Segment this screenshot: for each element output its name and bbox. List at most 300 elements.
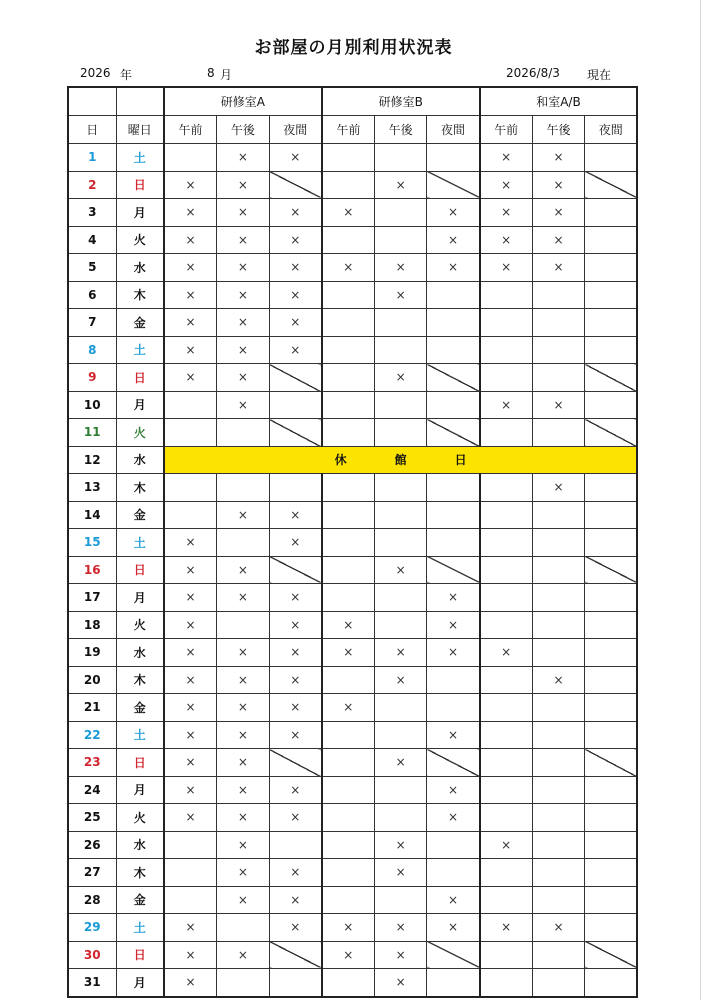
open-slot: [480, 556, 533, 584]
day-number: 6: [68, 281, 116, 309]
slot-header: 夜間: [585, 116, 638, 144]
booked-slot: ×: [269, 501, 322, 529]
booked-slot: ×: [164, 171, 217, 199]
blank-header: [68, 87, 116, 116]
open-slot: [269, 969, 322, 997]
booked-slot: ×: [217, 584, 270, 612]
booked-slot: ×: [427, 886, 480, 914]
open-slot: [585, 611, 638, 639]
open-slot: [374, 391, 427, 419]
open-slot: [427, 859, 480, 887]
open-slot: [322, 556, 375, 584]
table-row: [68, 749, 637, 777]
booked-slot: ×: [164, 199, 217, 227]
table-row: [68, 281, 637, 309]
booked-slot: ×: [269, 914, 322, 942]
open-slot: [322, 226, 375, 254]
booked-slot: ×: [374, 749, 427, 777]
booked-slot: ×: [217, 336, 270, 364]
open-slot: [532, 804, 585, 832]
open-slot: [585, 336, 638, 364]
open-slot: [374, 336, 427, 364]
open-slot: [532, 501, 585, 529]
booked-slot: ×: [217, 666, 270, 694]
slot-header: 午前: [480, 116, 533, 144]
open-slot: [427, 831, 480, 859]
open-slot: [480, 694, 533, 722]
unavailable-slot: [427, 749, 480, 777]
booked-slot: ×: [480, 639, 533, 667]
booked-slot: ×: [427, 721, 480, 749]
open-slot: [269, 391, 322, 419]
booked-slot: ×: [217, 364, 270, 392]
booked-slot: ×: [269, 804, 322, 832]
booked-slot: ×: [217, 776, 270, 804]
open-slot: [217, 914, 270, 942]
table-row: [68, 199, 637, 227]
booked-slot: ×: [427, 776, 480, 804]
booked-slot: ×: [374, 831, 427, 859]
open-slot: [480, 776, 533, 804]
booked-slot: ×: [269, 886, 322, 914]
open-slot: [480, 859, 533, 887]
day-number: 17: [68, 584, 116, 612]
booked-slot: ×: [164, 804, 217, 832]
table-row: [68, 171, 637, 199]
day-number: 5: [68, 254, 116, 282]
booked-slot: ×: [217, 171, 270, 199]
booked-slot: ×: [164, 226, 217, 254]
open-slot: [374, 474, 427, 502]
open-slot: [532, 529, 585, 557]
page-edge: [700, 0, 701, 1000]
table-row: [68, 336, 637, 364]
open-slot: [374, 419, 427, 447]
booked-slot: ×: [269, 226, 322, 254]
day-number: 4: [68, 226, 116, 254]
open-slot: [480, 529, 533, 557]
open-slot: [532, 694, 585, 722]
open-slot: [427, 501, 480, 529]
open-slot: [427, 666, 480, 694]
booked-slot: ×: [269, 611, 322, 639]
open-slot: [217, 474, 270, 502]
weekday: 水: [116, 254, 164, 282]
open-slot: [480, 281, 533, 309]
booked-slot: ×: [532, 254, 585, 282]
open-slot: [532, 831, 585, 859]
open-slot: [164, 501, 217, 529]
booked-slot: ×: [532, 914, 585, 942]
open-slot: [532, 886, 585, 914]
weekday: 金: [116, 501, 164, 529]
day-number: 15: [68, 529, 116, 557]
table-row: [68, 776, 637, 804]
open-slot: [322, 336, 375, 364]
booked-slot: ×: [269, 254, 322, 282]
unavailable-slot: [269, 171, 322, 199]
booked-slot: ×: [374, 254, 427, 282]
slot-header: 午後: [532, 116, 585, 144]
booked-slot: ×: [269, 281, 322, 309]
booked-slot: ×: [532, 144, 585, 172]
weekday: 月: [116, 199, 164, 227]
weekday: 土: [116, 336, 164, 364]
booked-slot: ×: [374, 859, 427, 887]
weekday: 日: [116, 171, 164, 199]
booked-slot: ×: [269, 529, 322, 557]
day-number: 9: [68, 364, 116, 392]
booked-slot: ×: [217, 831, 270, 859]
open-slot: [322, 666, 375, 694]
booked-slot: ×: [164, 969, 217, 997]
open-slot: [532, 721, 585, 749]
open-slot: [480, 364, 533, 392]
table-row: [68, 721, 637, 749]
day-number: 7: [68, 309, 116, 337]
day-number: 24: [68, 776, 116, 804]
as-of-label: 現在: [587, 68, 612, 82]
booked-slot: ×: [427, 226, 480, 254]
day-number: 30: [68, 941, 116, 969]
booked-slot: ×: [217, 309, 270, 337]
booked-slot: ×: [532, 199, 585, 227]
booked-slot: ×: [427, 254, 480, 282]
open-slot: [532, 584, 585, 612]
booked-slot: ×: [269, 694, 322, 722]
unavailable-slot: [585, 556, 638, 584]
open-slot: [532, 859, 585, 887]
open-slot: [532, 776, 585, 804]
booked-slot: ×: [374, 171, 427, 199]
day-col-header: 日: [68, 116, 116, 144]
booked-slot: ×: [374, 941, 427, 969]
table-row: [68, 226, 637, 254]
weekday: 火: [116, 419, 164, 447]
open-slot: [374, 501, 427, 529]
booked-slot: ×: [269, 859, 322, 887]
year-unit: 年: [120, 68, 133, 82]
open-slot: [532, 336, 585, 364]
booked-slot: ×: [164, 556, 217, 584]
open-slot: [532, 639, 585, 667]
table-row: [68, 914, 637, 942]
day-number: 2: [68, 171, 116, 199]
booked-slot: ×: [427, 611, 480, 639]
open-slot: [374, 309, 427, 337]
booked-slot: ×: [217, 721, 270, 749]
weekday: 火: [116, 804, 164, 832]
open-slot: [585, 969, 638, 997]
day-number: 18: [68, 611, 116, 639]
table-row: [68, 969, 637, 997]
weekday: 金: [116, 309, 164, 337]
booked-slot: ×: [322, 254, 375, 282]
booked-slot: ×: [164, 584, 217, 612]
open-slot: [374, 611, 427, 639]
open-slot: [532, 309, 585, 337]
open-slot: [532, 419, 585, 447]
day-number: 8: [68, 336, 116, 364]
open-slot: [480, 336, 533, 364]
day-number: 31: [68, 969, 116, 997]
booked-slot: ×: [217, 144, 270, 172]
booked-slot: ×: [164, 914, 217, 942]
room-header: 研修室A: [164, 87, 322, 116]
booked-slot: ×: [269, 144, 322, 172]
unavailable-slot: [269, 941, 322, 969]
unavailable-slot: [269, 364, 322, 392]
open-slot: [217, 969, 270, 997]
day-number: 16: [68, 556, 116, 584]
table-row: [68, 804, 637, 832]
booked-slot: ×: [269, 309, 322, 337]
booked-slot: ×: [427, 639, 480, 667]
weekday: 火: [116, 611, 164, 639]
booked-slot: ×: [217, 199, 270, 227]
booked-slot: ×: [427, 914, 480, 942]
table-row: [68, 556, 637, 584]
booked-slot: ×: [480, 254, 533, 282]
booked-slot: ×: [374, 914, 427, 942]
open-slot: [322, 886, 375, 914]
table-row: [68, 886, 637, 914]
open-slot: [480, 584, 533, 612]
table-row: [68, 584, 637, 612]
weekday: 日: [116, 941, 164, 969]
booked-slot: ×: [164, 281, 217, 309]
unavailable-slot: [427, 419, 480, 447]
open-slot: [532, 941, 585, 969]
open-slot: [164, 831, 217, 859]
table-row: [68, 639, 637, 667]
booked-slot: ×: [217, 886, 270, 914]
open-slot: [585, 639, 638, 667]
booked-slot: ×: [164, 694, 217, 722]
booked-slot: ×: [374, 666, 427, 694]
booked-slot: ×: [164, 336, 217, 364]
booked-slot: ×: [480, 831, 533, 859]
weekday: 土: [116, 914, 164, 942]
weekday: 日: [116, 364, 164, 392]
page-title: お部屋の月別利用状況表: [254, 38, 453, 58]
booked-slot: ×: [480, 199, 533, 227]
open-slot: [374, 584, 427, 612]
open-slot: [374, 199, 427, 227]
open-slot: [585, 859, 638, 887]
booked-slot: ×: [427, 199, 480, 227]
booked-slot: ×: [269, 336, 322, 364]
open-slot: [322, 804, 375, 832]
open-slot: [585, 886, 638, 914]
room-header: 和室A/B: [480, 87, 638, 116]
unavailable-slot: [269, 419, 322, 447]
open-slot: [322, 144, 375, 172]
open-slot: [164, 391, 217, 419]
open-slot: [374, 529, 427, 557]
open-slot: [480, 749, 533, 777]
weekday: 水: [116, 446, 164, 474]
weekday: 月: [116, 776, 164, 804]
booked-slot: ×: [269, 721, 322, 749]
closed-label-char: 日: [454, 453, 467, 468]
open-slot: [532, 969, 585, 997]
open-slot: [322, 859, 375, 887]
booked-slot: ×: [269, 639, 322, 667]
open-slot: [374, 694, 427, 722]
table-row: [68, 694, 637, 722]
open-slot: [585, 474, 638, 502]
booked-slot: ×: [269, 199, 322, 227]
booked-slot: ×: [217, 226, 270, 254]
booked-slot: ×: [480, 144, 533, 172]
day-number: 27: [68, 859, 116, 887]
booked-slot: ×: [532, 391, 585, 419]
open-slot: [480, 666, 533, 694]
open-slot: [322, 749, 375, 777]
unavailable-slot: [427, 171, 480, 199]
open-slot: [585, 694, 638, 722]
closed-label-char: 館: [394, 453, 407, 468]
day-number: 1: [68, 144, 116, 172]
booked-slot: ×: [217, 749, 270, 777]
unavailable-slot: [427, 941, 480, 969]
booked-slot: ×: [322, 199, 375, 227]
booked-slot: ×: [217, 941, 270, 969]
open-slot: [480, 501, 533, 529]
booked-slot: ×: [269, 666, 322, 694]
open-slot: [480, 969, 533, 997]
table-row: [68, 144, 637, 172]
booked-slot: ×: [480, 226, 533, 254]
booked-slot: ×: [532, 171, 585, 199]
open-slot: [585, 199, 638, 227]
slot-header: 夜間: [427, 116, 480, 144]
table-row: [68, 529, 637, 557]
table-row: [68, 941, 637, 969]
day-number: 19: [68, 639, 116, 667]
unavailable-slot: [585, 171, 638, 199]
booked-slot: ×: [164, 529, 217, 557]
open-slot: [480, 886, 533, 914]
open-slot: [427, 969, 480, 997]
day-number: 13: [68, 474, 116, 502]
open-slot: [322, 309, 375, 337]
weekday: 木: [116, 281, 164, 309]
booked-slot: ×: [217, 694, 270, 722]
open-slot: [585, 254, 638, 282]
day-number: 25: [68, 804, 116, 832]
booked-slot: ×: [217, 281, 270, 309]
open-slot: [322, 281, 375, 309]
day-number: 21: [68, 694, 116, 722]
booked-slot: ×: [480, 171, 533, 199]
open-slot: [585, 501, 638, 529]
month-unit: 月: [220, 68, 233, 82]
slot-header-row: [68, 116, 637, 144]
weekday: 月: [116, 969, 164, 997]
usage-table: [67, 86, 638, 998]
booked-slot: ×: [164, 611, 217, 639]
weekday: 金: [116, 694, 164, 722]
open-slot: [374, 721, 427, 749]
booked-slot: ×: [322, 914, 375, 942]
day-number: 22: [68, 721, 116, 749]
as-of-date: 2026/8/3: [506, 66, 560, 80]
unavailable-slot: [269, 749, 322, 777]
table-row: [68, 391, 637, 419]
day-number: 28: [68, 886, 116, 914]
booked-slot: ×: [164, 721, 217, 749]
open-slot: [585, 831, 638, 859]
weekday: 火: [116, 226, 164, 254]
booked-slot: ×: [532, 666, 585, 694]
table-row: [68, 446, 637, 474]
open-slot: [480, 474, 533, 502]
day-number: 12: [68, 446, 116, 474]
booked-slot: ×: [217, 254, 270, 282]
year-value: 2026: [80, 66, 111, 80]
booked-slot: ×: [374, 281, 427, 309]
day-number: 20: [68, 666, 116, 694]
open-slot: [585, 776, 638, 804]
open-slot: [480, 419, 533, 447]
booked-slot: ×: [532, 474, 585, 502]
weekday: 木: [116, 474, 164, 502]
open-slot: [585, 391, 638, 419]
table-row: [68, 309, 637, 337]
open-slot: [427, 694, 480, 722]
open-slot: [322, 584, 375, 612]
weekday: 月: [116, 391, 164, 419]
booked-slot: ×: [374, 556, 427, 584]
booked-slot: ×: [217, 391, 270, 419]
unavailable-slot: [427, 556, 480, 584]
weekday: 土: [116, 144, 164, 172]
open-slot: [427, 474, 480, 502]
booked-slot: ×: [269, 776, 322, 804]
open-slot: [322, 171, 375, 199]
booked-slot: ×: [480, 914, 533, 942]
slot-header: 午前: [322, 116, 375, 144]
open-slot: [532, 281, 585, 309]
open-slot: [585, 281, 638, 309]
open-slot: [322, 501, 375, 529]
booked-slot: ×: [322, 639, 375, 667]
open-slot: [532, 749, 585, 777]
table-row: [68, 831, 637, 859]
unavailable-slot: [269, 556, 322, 584]
open-slot: [269, 474, 322, 502]
open-slot: [585, 309, 638, 337]
weekday: 土: [116, 721, 164, 749]
open-slot: [480, 804, 533, 832]
open-slot: [164, 886, 217, 914]
open-slot: [322, 419, 375, 447]
booked-slot: ×: [322, 694, 375, 722]
booked-slot: ×: [217, 639, 270, 667]
booked-slot: ×: [217, 556, 270, 584]
table-row: [68, 474, 637, 502]
open-slot: [585, 804, 638, 832]
booked-slot: ×: [480, 391, 533, 419]
open-slot: [269, 831, 322, 859]
open-slot: [164, 419, 217, 447]
booked-slot: ×: [164, 309, 217, 337]
closed-day-banner: [164, 446, 637, 474]
open-slot: [585, 721, 638, 749]
closed-label-char: 休: [334, 453, 347, 468]
